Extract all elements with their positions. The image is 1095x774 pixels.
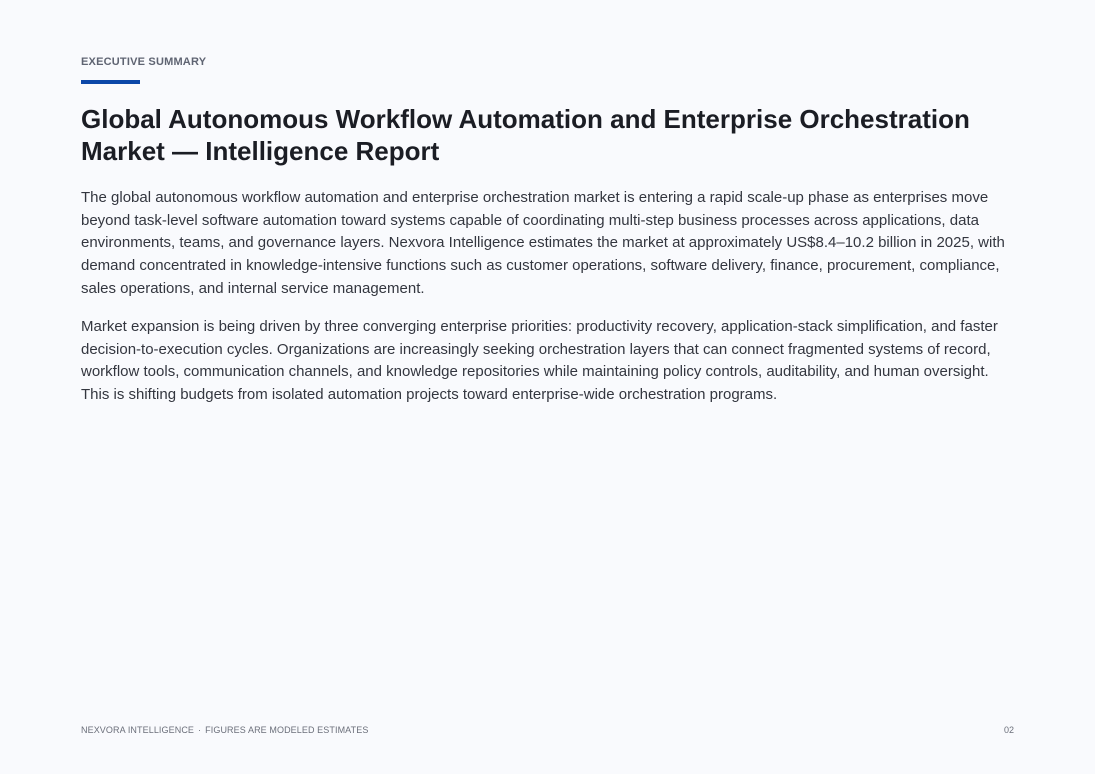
page-title: Global Autonomous Workflow Automation and Enterprise Orchestration Market — Intelligence Report xyxy=(81,104,970,166)
footer-separator: · xyxy=(198,725,202,735)
footer-source xyxy=(81,725,368,736)
summary-paragraph-1: The global autonomous workflow automation and enterprise orchestration market is entering a rapid scale-up phase as enterprises move beyond task-level software automation toward systems capable of coordinating multi-step business processes across applications, data environments, teams, and governance layers. Nexvora Intelligence estimates the market at approximately US$8.4–10.2 billion in 2025, with demand concentrated in knowledge-intensive functions such as customer operations, software delivery, finance, procurement, compliance, sales operations, and internal service management. xyxy=(81,189,1005,297)
section-eyebrow: EXECUTIVE SUMMARY xyxy=(81,56,207,68)
accent-bar xyxy=(81,80,140,84)
footer-note: FIGURES ARE MODELED ESTIMATES xyxy=(205,725,369,735)
page-number: 02 xyxy=(1003,725,1014,735)
summary-paragraph-2: Market expansion is being driven by three converging enterprise priorities: productivity recovery, application-stack simplification, and faster decision-to-execution cycles. Organizations are increasingly seeking orchestration layers that can connect fragmented systems of record, workflow tools, communication channels, and knowledge repositories while maintaining policy controls, auditability, and human oversight. This is shifting budgets from isolated automation projects toward enterprise-wide orchestration programs. xyxy=(81,318,998,404)
footer-brand: NEXVORA INTELLIGENCE xyxy=(81,725,195,735)
report-page xyxy=(81,0,1014,774)
